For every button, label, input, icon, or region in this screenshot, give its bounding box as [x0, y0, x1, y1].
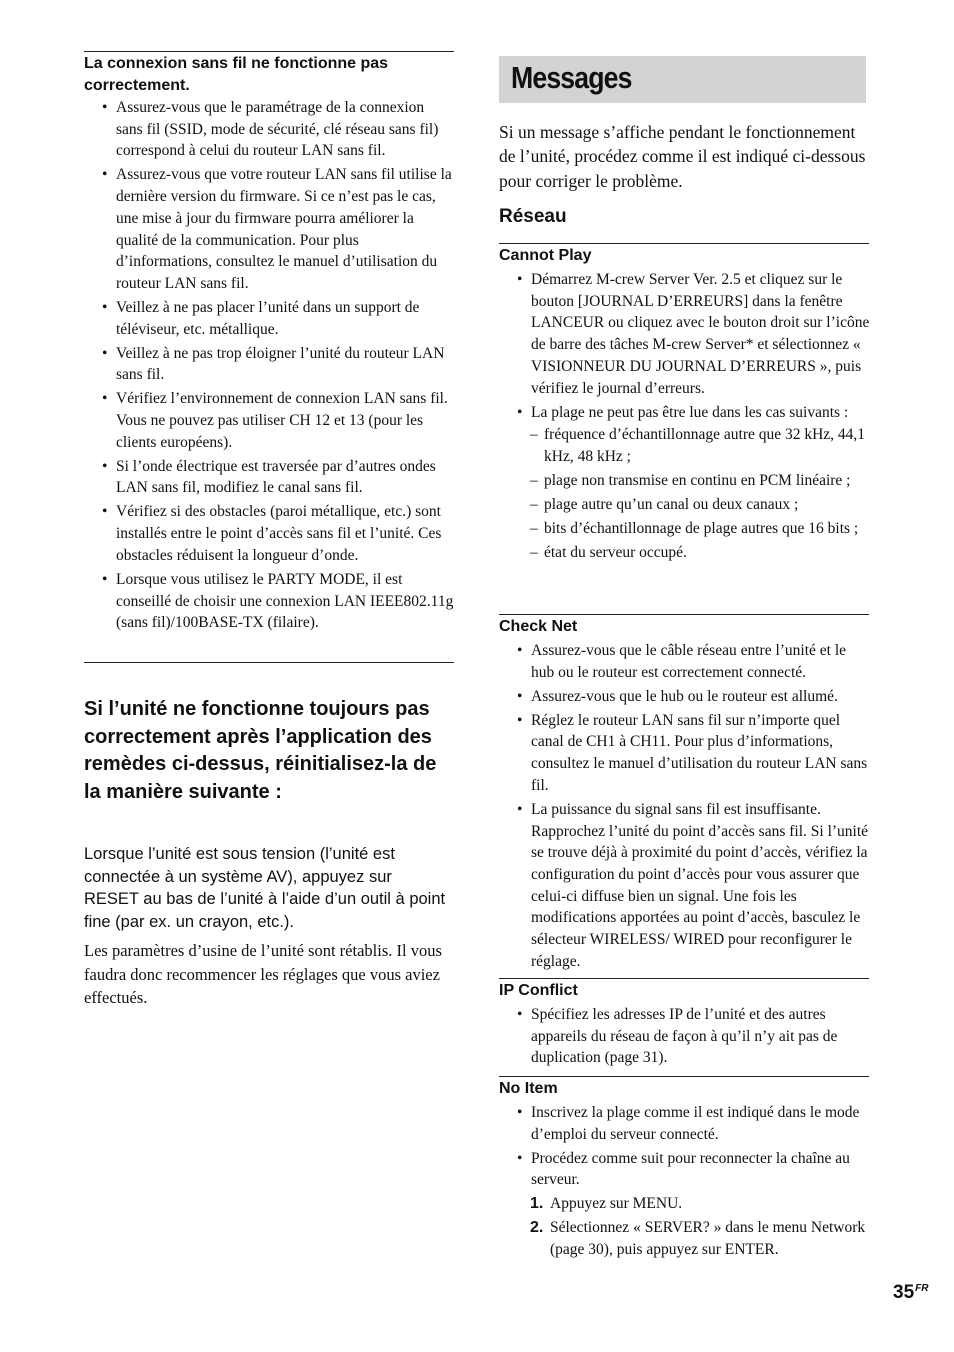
cannot-play-list	[499, 269, 871, 426]
list-item: • La puissance du signal sans fil est insuffisante. Rapprochez l’unité du point d’accès sans fil. Si l’unité se trouve déjà à proximité du point d’accès, vérifiez la configuration du point d’accès pour vous assurer que celui-ci diffuse bien un signal. Une fois les modifications apportées au point d’accès, basculez le sélecteur WIRELESS/ WIRED pour reconfigurer le réglage.	[499, 799, 871, 973]
page-language-suffix: FR	[915, 1282, 929, 1294]
step-number: 1.	[530, 1195, 544, 1212]
reset-note: Les paramètres d’usine de l’unité sont rétablis. Il vous faudra donc recommencer les réglages que vous aviez effectués.	[84, 941, 442, 1007]
ip-conflict-title: IP Conflict	[499, 982, 578, 999]
top-rule	[84, 51, 454, 52]
messages-title-bar	[499, 56, 866, 103]
list-item: • La plage ne peut pas être lue dans les cas suivants :	[499, 402, 871, 424]
step-text: Appuyez sur MENU.	[550, 1195, 683, 1212]
list-item: • Si l’onde électrique est traversée par d’autres ondes LAN sans fil, modifiez le canal sans fil.	[84, 456, 454, 499]
list-item: • Vérifiez si des obstacles (paroi métallique, etc.) sont installés entre le point d’accès sans fil et l’unité. Ces obstacles réduisent la longueur d’onde.	[84, 501, 454, 566]
no-item-steps	[499, 1193, 871, 1263]
section-divider	[499, 1076, 869, 1077]
network-heading: Réseau	[499, 206, 567, 227]
list-item: – état du serveur occupé.	[499, 542, 869, 564]
step-number: 2.	[530, 1219, 544, 1236]
list-item: • Veillez à ne pas trop éloigner l’unité du routeur LAN sans fil.	[84, 343, 454, 386]
reset-instruction: Lorsque l’unité est sous tension (l’unité est connectée à un système AV), appuyez sur RESET au bas de l’unité à l’aide d’un outil à point fine (par ex. un crayon, etc.).	[84, 845, 446, 931]
no-item-title: No Item	[499, 1080, 558, 1097]
wireless-section-title: La connexion sans fil ne fonctionne pas correctement.	[84, 55, 389, 94]
check-net-list	[499, 640, 871, 975]
cannot-play-title: Cannot Play	[499, 247, 592, 264]
list-item: – plage non transmise en continu en PCM linéaire ;	[499, 470, 869, 492]
wireless-bullet-list	[84, 97, 454, 636]
list-item: • Vérifiez l’environnement de connexion LAN sans fil. Vous ne pouvez pas utiliser CH 12 et 13 (pour les clients européens).	[84, 388, 454, 453]
list-item: • Lorsque vous utilisez le PARTY MODE, il est conseillé de choisir une connexion LAN IEEE802.11g (sans fil)/100BASE-TX (filaire).	[84, 569, 454, 634]
list-item: • Assurez-vous que votre routeur LAN sans fil utilise la dernière version du firmware. Si ce n’est pas le cas, une mise à jour du firmware pourra améliorer la qualité de la communication. Pour plus d’informations, consultez le manuel d’utilisation du routeur LAN sans fil.	[84, 164, 454, 294]
list-item: • Veillez à ne pas placer l’unité dans un support de téléviseur, etc. métallique.	[84, 297, 454, 340]
section-divider	[84, 662, 454, 663]
section-divider	[499, 614, 869, 615]
step-item	[499, 1193, 871, 1215]
page-number	[893, 1282, 928, 1304]
list-item: • Réglez le routeur LAN sans fil sur n’importe quel canal de CH1 à CH11. Pour plus d’informations, consultez le manuel d’utilisation du routeur LAN sans fil.	[499, 710, 871, 797]
list-item: • Inscrivez la plage comme il est indiqué dans le mode d’emploi du serveur connecté.	[499, 1102, 869, 1145]
cannot-play-sub-list	[499, 424, 869, 566]
list-item: • Démarrez M-crew Server Ver. 2.5 et cliquez sur le bouton [JOURNAL D’ERREURS] dans la fenêtre LANCEUR ou cliquez avec le bouton droit sur l’icône de barre des tâches M-crew Server* et sélectionnez « VISIONNEUR DU JOURNAL D’ERREURS », puis vérifiez le journal d’erreurs.	[499, 269, 871, 399]
section-divider	[499, 978, 869, 979]
messages-intro: Si un message s’affiche pendant le fonctionnement de l’unité, procédez comme il est indiqué ci-dessous pour corriger le problème.	[499, 122, 866, 191]
list-item: – plage autre qu’un canal ou deux canaux ;	[499, 494, 869, 516]
page-number-value: 35	[893, 1282, 915, 1303]
no-item-list	[499, 1102, 869, 1193]
section-divider	[499, 243, 869, 244]
step-item	[499, 1217, 871, 1260]
list-item: • Spécifiez les adresses IP de l’unité et des autres appareils du réseau de façon à qu’il n’y ait pas de duplication (page 31).	[499, 1004, 869, 1069]
list-item: – fréquence d’échantillonnage autre que 32 kHz, 44,1 kHz, 48 kHz ;	[499, 424, 869, 467]
step-text: Sélectionnez « SERVER? » dans le menu Network (page 30), puis appuyez sur ENTER.	[550, 1219, 866, 1258]
list-item: • Assurez-vous que le câble réseau entre l’unité et le hub ou le routeur est correctement connecté.	[499, 640, 871, 683]
list-item: • Procédez comme suit pour reconnecter la chaîne au serveur.	[499, 1148, 869, 1191]
check-net-title: Check Net	[499, 618, 578, 635]
list-item: • Assurez-vous que le paramétrage de la connexion sans fil (SSID, mode de sécurité, clé réseau sans fil) correspond à celui du routeur LAN sans fil.	[84, 97, 454, 162]
messages-title: Messages	[511, 60, 632, 95]
ip-conflict-list	[499, 1004, 869, 1071]
list-item: • Assurez-vous que le hub ou le routeur est allumé.	[499, 686, 871, 708]
reset-heading: Si l’unité ne fonctionne toujours pas correctement après l’application des remèdes ci-dessus, réinitialisez-la de la manière suivante :	[84, 698, 437, 803]
list-item: – bits d’échantillonnage de plage autres que 16 bits ;	[499, 518, 869, 540]
